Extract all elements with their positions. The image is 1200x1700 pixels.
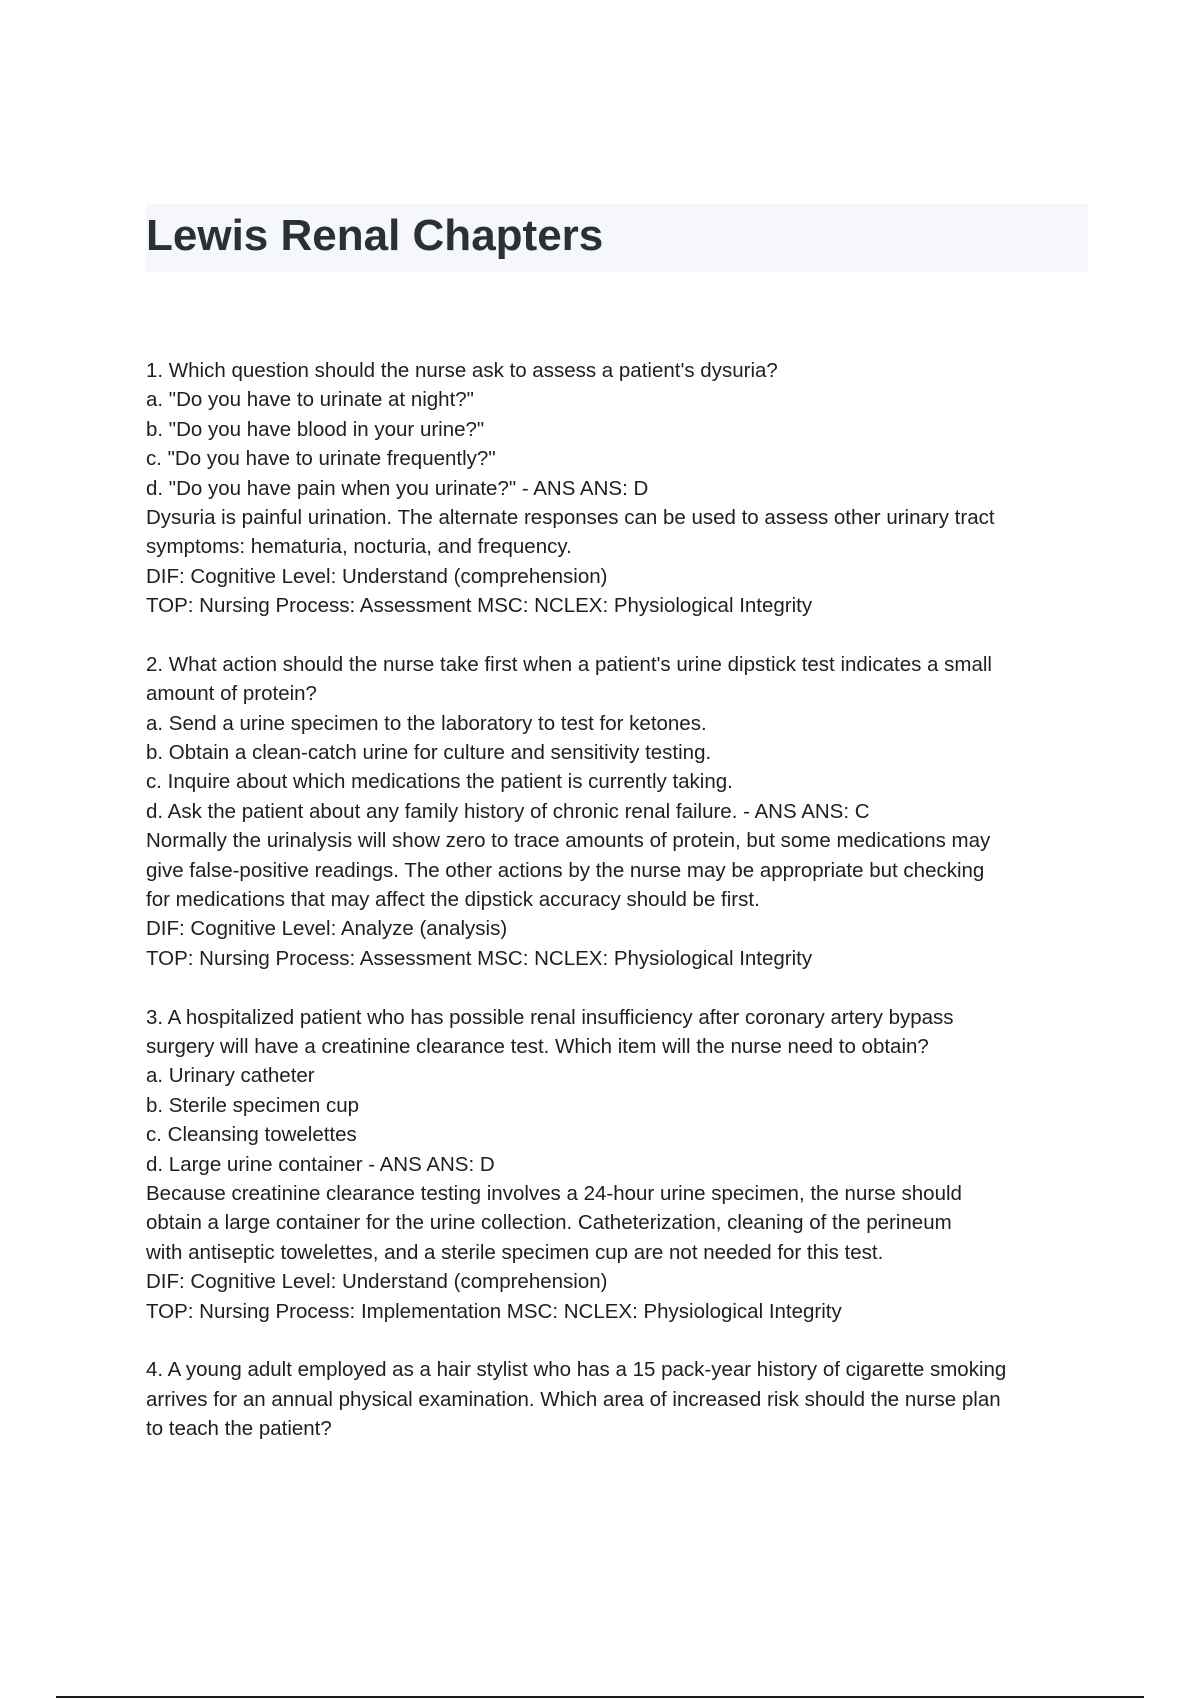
answer-option: c. "Do you have to urinate frequently?"	[146, 447, 496, 471]
answer-option: a. Urinary catheter	[146, 1064, 315, 1088]
difficulty-line: DIF: Cognitive Level: Analyze (analysis)	[146, 917, 508, 941]
answer-option-with-key: d. Ask the patient about any family history of chronic renal failure. - ANS ANS: C	[146, 799, 870, 823]
question-block-3	[146, 1003, 1088, 1326]
question-block-1	[146, 356, 1088, 621]
rationale-text: for medications that may affect the dipstick accuracy should be first.	[146, 888, 760, 912]
question-stem: amount of protein?	[146, 682, 317, 706]
question-stem: surgery will have a creatinine clearance test. Which item will the nurse need to obtain?	[146, 1034, 929, 1058]
rationale-text: Because creatinine clearance testing involves a 24-hour urine specimen, the nurse should	[146, 1181, 962, 1205]
question-stem: 3. A hospitalized patient who has possible renal insufficiency after coronary artery bypass	[146, 1005, 954, 1029]
topic-line: TOP: Nursing Process: Assessment MSC: NCLEX: Physiological Integrity	[146, 946, 813, 970]
answer-option-with-key: d. "Do you have pain when you urinate?" - ANS ANS: D	[146, 476, 649, 500]
question-stem: arrives for an annual physical examination. Which area of increased risk should the nurse plan	[146, 1387, 1001, 1411]
answer-option: b. "Do you have blood in your urine?"	[146, 417, 485, 441]
difficulty-line: DIF: Cognitive Level: Understand (comprehension)	[146, 1270, 608, 1294]
answer-option: a. "Do you have to urinate at night?"	[146, 388, 474, 412]
rationale-text: symptoms: hematuria, nocturia, and frequency.	[146, 535, 572, 559]
question-block-4	[146, 1355, 1088, 1443]
answer-option: a. Send a urine specimen to the laboratory to test for ketones.	[146, 711, 707, 735]
rationale-text: Normally the urinalysis will show zero to trace amounts of protein, but some medications may	[146, 829, 991, 853]
rationale-text: Dysuria is painful urination. The alternate responses can be used to assess other urinary tract	[146, 505, 995, 529]
title-banner	[146, 204, 1088, 272]
question-list	[146, 356, 1088, 1473]
topic-line: TOP: Nursing Process: Implementation MSC: NCLEX: Physiological Integrity	[146, 1299, 842, 1323]
question-block-2	[146, 650, 1088, 973]
answer-option-with-key: d. Large urine container - ANS ANS: D	[146, 1152, 495, 1176]
topic-line: TOP: Nursing Process: Assessment MSC: NCLEX: Physiological Integrity	[146, 594, 813, 618]
answer-option: c. Cleansing towelettes	[146, 1123, 357, 1147]
footer-divider	[56, 1696, 1144, 1698]
rationale-text: give false-positive readings. The other actions by the nurse may be appropriate but checking	[146, 858, 985, 882]
difficulty-line: DIF: Cognitive Level: Understand (comprehension)	[146, 564, 608, 588]
question-stem: 4. A young adult employed as a hair stylist who has a 15 pack-year history of cigarette smoking	[146, 1358, 1007, 1382]
answer-option: b. Sterile specimen cup	[146, 1093, 360, 1117]
page-title: Lewis Renal Chapters	[146, 211, 604, 260]
answer-option: b. Obtain a clean-catch urine for culture and sensitivity testing.	[146, 741, 712, 765]
rationale-text: with antiseptic towelettes, and a sterile specimen cup are not needed for this test.	[146, 1240, 884, 1264]
answer-option: c. Inquire about which medications the patient is currently taking.	[146, 770, 733, 794]
rationale-text: obtain a large container for the urine collection. Catheterization, cleaning of the perineum	[146, 1211, 952, 1235]
question-stem: 2. What action should the nurse take first when a patient's urine dipstick test indicates a small	[146, 652, 992, 676]
question-stem: to teach the patient?	[146, 1417, 332, 1441]
question-stem: 1. Which question should the nurse ask to assess a patient's dysuria?	[146, 359, 778, 382]
